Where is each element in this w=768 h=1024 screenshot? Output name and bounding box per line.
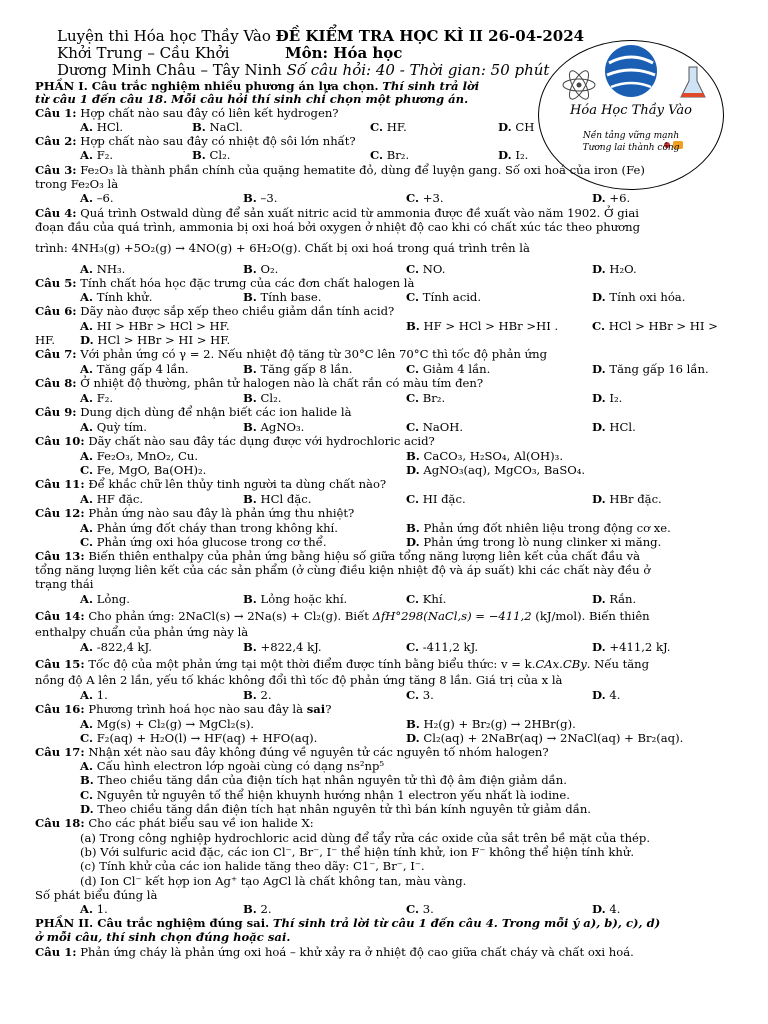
- logo-slogan-2: Tương lai thành công: [582, 143, 680, 153]
- q9-option-b: B. AgNO₃.: [243, 420, 305, 434]
- part1-title: PHẦN I. Câu trắc nghiệm nhiều phương án lựa chọn. Thí sinh trả lời: [35, 79, 480, 93]
- q18-count-prompt: Số phát biểu đúng là: [35, 888, 158, 902]
- q17-option-b: B. Theo chiều tăng dần của điện tích hạt nhân nguyên tử thì độ âm điện giảm dần.: [80, 773, 567, 787]
- logo-title: Hóa Học Thầy Vào: [570, 103, 692, 118]
- part2-question-1: Câu 1: Phản ứng cháy là phản ứng oxi hoá – khử xảy ra ở nhiệt độ cao giữa chất cháy và chất oxi hoá.: [35, 945, 634, 959]
- q7-option-c: C. Giảm 4 lần.: [406, 362, 491, 376]
- question-1: Câu 1: Hợp chất nào sau đây có liên kết hydrogen?: [35, 106, 339, 120]
- q3-option-c: C. +3.: [406, 191, 444, 205]
- q1-option-c: C. HF.: [370, 120, 407, 134]
- enthalpy-formula: ΔfH°298(NaCl,s) = −411,2: [372, 609, 532, 623]
- q4-option-d: D. H₂O.: [592, 262, 637, 276]
- q10-option-b: B. CaCO₃, H₂SO₄, Al(OH)₃.: [406, 449, 564, 463]
- q13-option-b: B. Lỏng hoặc khí.: [243, 592, 348, 606]
- q15-option-d: D. 4.: [592, 688, 621, 702]
- question-8: Câu 8: Ở nhiệt độ thường, phân tử halogen nào là chất rắn có màu tím đen?: [35, 376, 484, 390]
- q12-option-c: C. Phản ứng oxi hóa glucose trong cơ thể.: [80, 535, 327, 549]
- question-4: Câu 4: Quá trình Ostwald dùng để sản xuất nitric acid từ ammonia được đề xuất vào năm 1902. Ở giai: [35, 206, 639, 220]
- header-line-1: Luyện thi Hóa học Thầy Vào ĐỀ KIỂM TRA HỌC KÌ II 26-04-2024: [57, 27, 585, 45]
- question-13-cont: tổng năng lượng liên kết của các sản phẩm (ở cùng điều kiện nhiệt độ và áp suất) khi các chất này đều ở: [35, 563, 651, 577]
- q6-option-a: A. HI > HBr > HCl > HF.: [80, 319, 230, 333]
- question-16: Câu 16: Phương trình hoá học nào sau đây là sai?: [35, 702, 332, 716]
- q7-option-b: B. Tăng gấp 8 lần.: [243, 362, 353, 376]
- q4-option-a: A. NH₃.: [80, 262, 126, 276]
- q12-option-b: B. Phản ứng đốt nhiên liệu trong động cơ xe.: [406, 521, 671, 535]
- question-3: Câu 3: Fe₂O₃ là thành phần chính của quặng hematite đỏ, dùng để luyện gang. Số oxi hoá của iron (Fe): [35, 163, 645, 177]
- q6-option-d: D. HCl > HBr > HI > HF.: [80, 333, 231, 347]
- q2-option-b: B. Cl₂.: [192, 148, 231, 162]
- header-line-2: Khởi Trung – Cầu Khởi: [57, 44, 230, 62]
- question-13: Câu 13: Biến thiên enthalpy của phản ứng bằng hiệu số giữa tổng năng lượng liên kết của chất đầu và: [35, 549, 641, 563]
- q11-option-b: B. HCl đặc.: [243, 492, 312, 506]
- subject-label: Môn: Hóa học: [285, 44, 403, 62]
- q18-option-c: C. 3.: [406, 902, 434, 916]
- question-18: Câu 18: Cho các phát biểu sau về ion halide X:: [35, 816, 314, 830]
- q17-option-c: C. Nguyên tử nguyên tố thể hiện khuynh hướng nhận 1 electron yếu nhất là iodine.: [80, 788, 570, 802]
- q8-option-c: C. Br₂.: [406, 391, 446, 405]
- question-6: Câu 6: Dãy nào được sắp xếp theo chiều giảm dần tính acid?: [35, 304, 395, 318]
- q10-option-d: D. AgNO₃(aq), MgCO₃, BaSO₄.: [406, 463, 586, 477]
- q11-option-a: A. HF đặc.: [80, 492, 144, 506]
- q1-option-b: B. NaCl.: [192, 120, 243, 134]
- question-14: Câu 14: Cho phản ứng: 2NaCl(s) → 2Na(s) + Cl₂(g). Biết ΔfH°298(NaCl,s) = −411,2 (kJ/mol). Biến thiên: [35, 609, 650, 623]
- q14-option-c: C. -411,2 kJ.: [406, 640, 479, 654]
- question-15: Câu 15: Tốc độ của một phản ứng tại một thời điểm được tính bằng biểu thức: v = k.CAx.CBy. Nếu tăng: [35, 657, 650, 671]
- q2-option-a: A. F₂.: [80, 148, 114, 162]
- q2-option-c: C. Br₂.: [370, 148, 410, 162]
- q18-option-a: A. 1.: [80, 902, 108, 916]
- q18-option-d: D. 4.: [592, 902, 621, 916]
- part2-title: PHẦN II. Câu trắc nghiệm đúng sai. Thí sinh trả lời từ câu 1 đến câu 4. Trong mỗi ý a), b), c), d): [35, 916, 661, 930]
- q3-option-d: D. +6.: [592, 191, 631, 205]
- q5-option-d: D. Tính oxi hóa.: [592, 290, 686, 304]
- rate-formula: CAx.CBy: [535, 657, 587, 671]
- q12-option-d: D. Phản ứng trong lò nung clinker xi măng.: [406, 535, 662, 549]
- q15-option-c: C. 3.: [406, 688, 434, 702]
- question-4-equation: trình: 4NH₃(g) +5O₂(g) → 4NO(g) + 6H₂O(g). Chất bị oxi hoá trong quá trình trên là: [35, 241, 530, 255]
- q7-option-a: A. Tăng gấp 4 lần.: [80, 362, 189, 376]
- q6-option-c: C. HCl > HBr > HI >: [592, 319, 718, 333]
- q4-option-b: B. O₂.: [243, 262, 279, 276]
- question-7: Câu 7: Với phản ứng có γ = 2. Nếu nhiệt độ tăng từ 30°C lên 70°C thì tốc độ phản ứng: [35, 347, 548, 361]
- question-9: Câu 9: Dung dịch dùng để nhận biết các ion halide là: [35, 405, 352, 419]
- question-10: Câu 10: Dãy chất nào sau đây tác dụng được với hydrochloric acid?: [35, 434, 435, 448]
- q2-option-d: D. I₂.: [498, 148, 529, 162]
- q11-option-d: D. HBr đặc.: [592, 492, 662, 506]
- q10-option-a: A. Fe₂O₃, MnO₂, Cu.: [80, 449, 199, 463]
- q3-option-a: A. –6.: [80, 191, 114, 205]
- q15-option-b: B. 2.: [243, 688, 272, 702]
- question-15-cont: nồng độ A lên 2 lần, yếu tố khác không đổi thì tốc độ phản ứng tăng 8 lần. Giá trị của x là: [35, 673, 563, 687]
- q16-option-a: A. Mg(s) + Cl₂(g) → MgCl₂(s).: [80, 717, 255, 731]
- header-line-3: Dương Minh Châu – Tây Ninh Số câu hỏi: 40 - Thời gian: 50 phút: [57, 61, 550, 79]
- q14-option-b: B. +822,4 kJ.: [243, 640, 322, 654]
- q13-option-a: A. Lỏng.: [80, 592, 130, 606]
- q8-option-b: B. Cl₂.: [243, 391, 282, 405]
- q17-option-d: D. Theo chiều tăng dần điện tích hạt nhân nguyên tử thì bán kính nguyên tử giảm dần.: [80, 802, 591, 816]
- q16-option-d: D. Cl₂(aq) + 2NaBr(aq) → 2NaCl(aq) + Br₂(aq).: [406, 731, 684, 745]
- question-2: Câu 2: Hợp chất nào sau đây có nhiệt độ sôi lớn nhất?: [35, 134, 356, 148]
- q3-option-b: B. –3.: [243, 191, 278, 205]
- q4-option-c: C. NO.: [406, 262, 446, 276]
- q9-option-c: C. NaOH.: [406, 420, 464, 434]
- question-5: Câu 5: Tính chất hóa học đặc trưng của các đơn chất halogen là: [35, 276, 415, 290]
- part1-instruction: từ câu 1 đến câu 18. Mỗi câu hỏi thí sinh chỉ chọn một phương án.: [35, 92, 469, 106]
- q1-option-a: A. HCl.: [80, 120, 124, 134]
- q6-option-c-cont: HF.: [35, 333, 56, 347]
- q5-option-c: C. Tính acid.: [406, 290, 482, 304]
- q18-option-b: B. 2.: [243, 902, 272, 916]
- q16-option-c: C. F₂(aq) + H₂O(l) → HF(aq) + HFO(aq).: [80, 731, 318, 745]
- q9-option-d: D. HCl.: [592, 420, 636, 434]
- question-14-cont: enthalpy chuẩn của phản ứng này là: [35, 625, 249, 639]
- q17-option-a: A. Cấu hình electron lớp ngoài cùng có dạng ns²np⁵: [80, 759, 385, 773]
- question-3-cont: trong Fe₂O₃ là: [35, 177, 119, 191]
- q8-option-d: D. I₂.: [592, 391, 623, 405]
- question-11: Câu 11: Để khắc chữ lên thủy tinh người ta dùng chất nào?: [35, 477, 387, 491]
- q14-option-d: D. +411,2 kJ.: [592, 640, 671, 654]
- q9-option-a: A. Quỳ tím.: [80, 420, 147, 434]
- q18-statement-a: (a) Trong công nghiệp hydrochloric acid dùng để tẩy rửa các oxide của sắt trên bề mặt của thép.: [80, 831, 651, 845]
- q10-option-c: C. Fe, MgO, Ba(OH)₂.: [80, 463, 207, 477]
- q16-option-b: B. H₂(g) + Br₂(g) → 2HBr(g).: [406, 717, 576, 731]
- q8-option-a: A. F₂.: [80, 391, 114, 405]
- q12-option-a: A. Phản ứng đốt cháy than trong không khí.: [80, 521, 338, 535]
- q6-option-b: B. HF > HCl > HBr >HI .: [406, 319, 559, 333]
- q13-option-c: C. Khí.: [406, 592, 447, 606]
- q7-option-d: D. Tăng gấp 16 lần.: [592, 362, 709, 376]
- q15-option-a: A. 1.: [80, 688, 108, 702]
- q5-option-b: B. Tính base.: [243, 290, 322, 304]
- q18-statement-c: (c) Tính khử của các ion halide tăng theo dãy: C1⁻, Br⁻, I⁻.: [80, 859, 425, 873]
- q11-option-c: C. HI đặc.: [406, 492, 466, 506]
- q5-option-a: A. Tính khử.: [80, 290, 153, 304]
- q1-option-d: D. CH: [498, 120, 535, 134]
- q18-statement-d: (d) Ion Cl⁻ kết hợp ion Ag⁺ tạo AgCl là chất không tan, màu vàng.: [80, 874, 467, 888]
- question-4-cont: đoạn đầu của quá trình, ammonia bị oxi hoá bởi oxygen ở nhiệt độ cao khi có chất xúc tác theo phương: [35, 220, 641, 234]
- part2-instruction: ở mỗi câu, thí sinh chọn đúng hoặc sai.: [35, 930, 291, 944]
- q13-option-d: D. Rắn.: [592, 592, 637, 606]
- question-13-cont2: trạng thái: [35, 577, 94, 591]
- question-17: Câu 17: Nhận xét nào sau đây không đúng về nguyên tử các nguyên tố nhóm halogen?: [35, 745, 549, 759]
- q18-statement-b: (b) Với sulfuric acid đặc, các ion Cl⁻, Br⁻, I⁻ thể hiện tính khử, ion F⁻ không thể hiện tính khử.: [80, 845, 635, 859]
- q14-option-a: A. -822,4 kJ.: [80, 640, 152, 654]
- question-12: Câu 12: Phản ứng nào sau đây là phản ứng thu nhiệt?: [35, 506, 355, 520]
- logo-slogan-1: Nền tảng vững mạnh: [582, 131, 680, 141]
